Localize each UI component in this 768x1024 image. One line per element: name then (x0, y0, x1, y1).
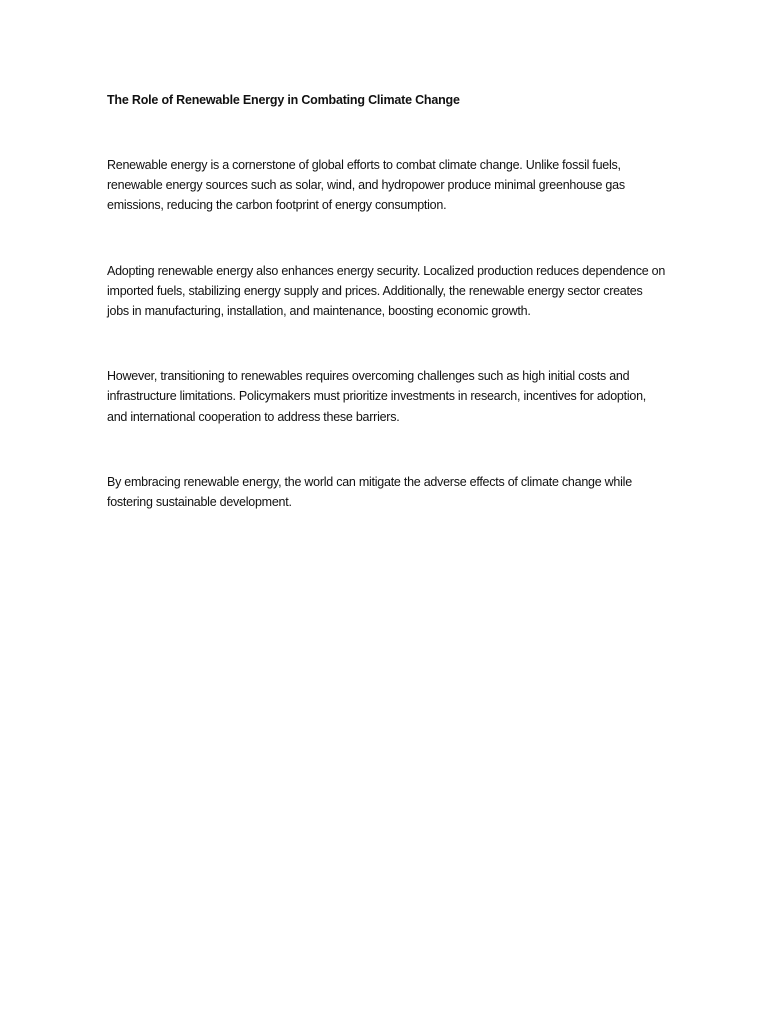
document-title: The Role of Renewable Energy in Combating Climate Change (107, 93, 460, 107)
paragraph-intro: Renewable energy is a cornerstone of global efforts to combat climate change. Unlike fossil fuels, renewable energy sources such as solar, wind, and hydropower produce minimal greenhouse gas emissions, reducing the carbon footprint of energy consumption. (107, 158, 625, 213)
paragraph-energy-security: Adopting renewable energy also enhances energy security. Localized production reduces dependence on imported fuels, stabilizing energy supply and prices. Additionally, the renewable energy sector creates jobs in manufacturing, installation, and maintenance, boosting economic growth. (107, 263, 666, 319)
paragraph-challenges: However, transitioning to renewables requires overcoming challenges such as high initial costs and infrastructure limitations. Policymakers must prioritize investments in research, incentives for adoption, and international cooperation to address these barriers. (107, 369, 646, 424)
document-body (107, 90, 667, 512)
paragraph-conclusion: By embracing renewable energy, the world can mitigate the adverse effects of climate change while fostering sustainable development. (107, 474, 632, 510)
